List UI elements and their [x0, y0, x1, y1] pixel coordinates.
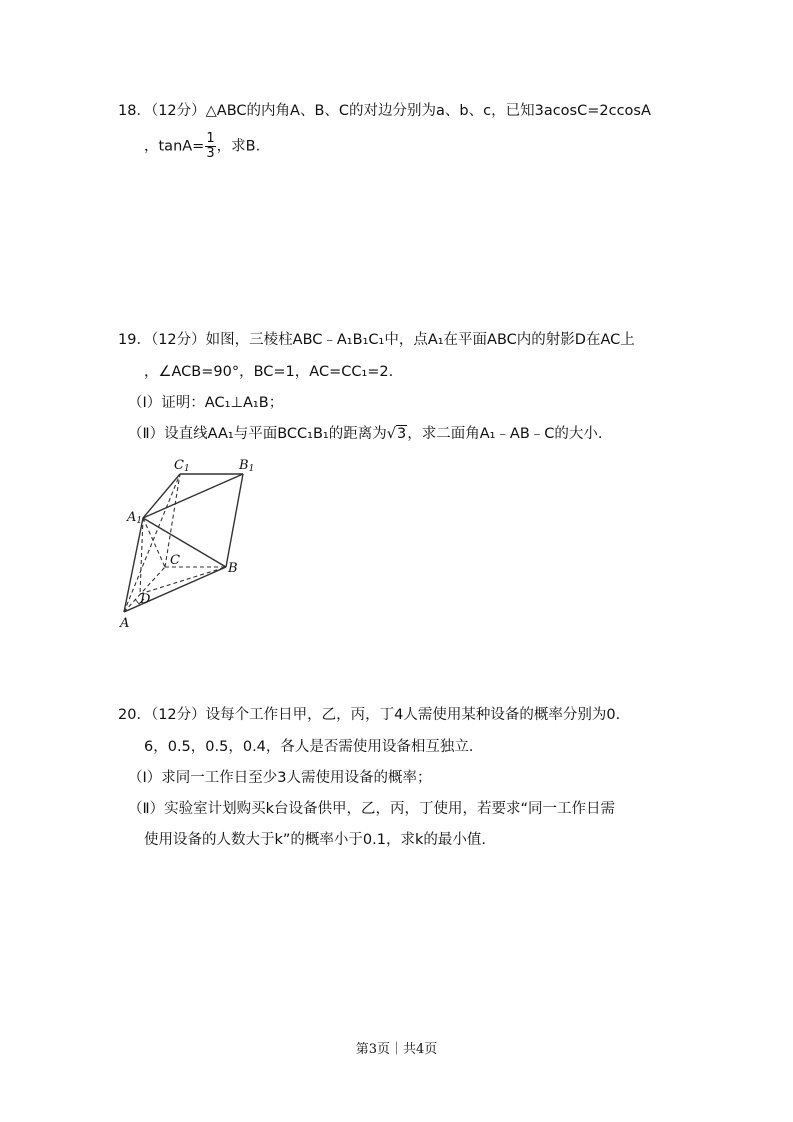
label-C: C: [170, 553, 180, 568]
label-B: B: [228, 561, 238, 576]
q18-number: 18．: [118, 103, 151, 119]
label-A: A: [120, 616, 130, 631]
q18-text: △ABC的内角A、B、C的对边分别为a、b、c，已知3acosC=2ccosA: [205, 103, 651, 119]
q20-part-1: [128, 767, 432, 789]
q20-part-2-cont: [144, 829, 486, 851]
q19-part-2-ask: ，求二面角A₁﹣AB﹣C的大小.: [407, 426, 603, 442]
edge-A1-B1: [143, 474, 243, 518]
q20-part-2: [128, 798, 615, 820]
page-number: 第3页｜共4页: [355, 1042, 438, 1057]
q19-part-2-text: （Ⅱ）设直线AA₁与平面BCC₁B₁的距离为: [128, 426, 387, 442]
q18-frac-num: 1: [206, 131, 215, 146]
sqrt-3: √3: [386, 426, 407, 442]
q19-conditions: ，∠ACB=90°，BC=1，AC=CC₁=2.: [144, 364, 394, 380]
edge-A1-B: [143, 518, 226, 567]
q19-part-1-text: （Ⅰ）证明：AC₁⊥A₁B；: [128, 395, 284, 411]
q20-line-1: [118, 704, 620, 726]
edge-B1-B: [226, 474, 243, 567]
q20-part-1-text: （Ⅰ）求同一工作日至少3人需使用设备的概率；: [128, 770, 432, 786]
q19-score: （12分）: [150, 332, 206, 348]
q19-text: 如图，三棱柱ABC﹣A₁B₁C₁中，点A₁在平面ABC内的射影D在AC上: [205, 332, 635, 348]
label-C1: C1: [174, 458, 190, 474]
q18-score: （12分）: [150, 103, 206, 119]
q19-number: 19．: [118, 332, 151, 348]
q20-part-2-text: （Ⅱ）实验室计划购买k台设备供甲，乙，丙，丁使用，若要求“同一工作日需: [128, 801, 616, 817]
q20-probabilities: 6，0.5，0.5，0.4，各人是否需使用设备相互独立.: [144, 739, 474, 755]
q20-score: （12分）: [150, 707, 206, 723]
label-B1: B1: [239, 458, 255, 474]
q20-part-2-text-cont: 使用设备的人数大于k”的概率小于0.1，求k的最小值.: [144, 832, 486, 848]
q20-text: 设每个工作日甲，乙，丙，丁4人需使用某种设备的概率分别为0.: [205, 707, 621, 723]
page-footer: [0, 1038, 793, 1057]
q20-number: 20．: [118, 707, 151, 723]
q20-line-2: [144, 736, 474, 758]
q18-tan-label: ，tanA=: [144, 138, 205, 155]
edge-A1-C: [143, 518, 165, 567]
q18-ask: ，求B.: [216, 138, 261, 155]
q18-frac-den: 3: [206, 146, 215, 161]
label-A1: A1: [127, 510, 143, 526]
label-D: D: [140, 592, 151, 607]
sqrt-radicand: 3: [396, 426, 407, 442]
